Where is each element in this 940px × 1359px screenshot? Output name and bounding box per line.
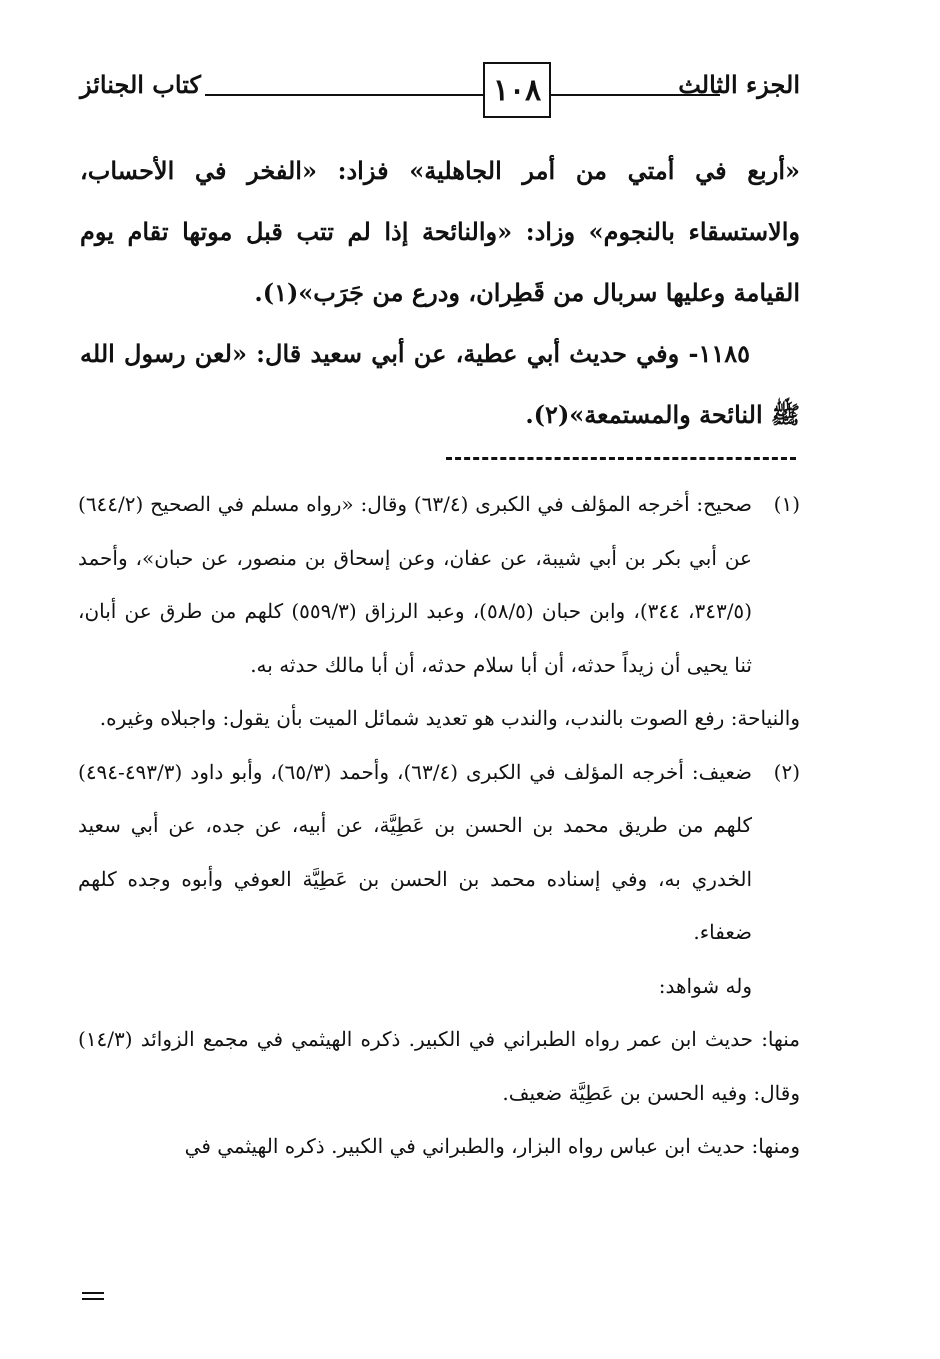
footnote-1-definition: والنياحة: رفع الصوت بالندب، والندب هو تعديد شمائل الميت بأن يقول: واجبلاه وغيره. — [99, 706, 800, 730]
footnote-2-number: (٢) — [773, 759, 800, 784]
book-title: كتاب الجنائز — [80, 70, 201, 99]
page-number-box — [483, 62, 551, 118]
footnote-1 — [78, 478, 800, 692]
main-paragraph: «أربع في أمتي من أمر الجاهلية» فزاد: «الفخر في الأحساب، والاستسقاء بالنجوم» وزاد: «والنائحة إذا لم تتب قبل موتها تقام يوم القيامة وعليها سربال من قَطِران، ودرع من جَرَب»(١). — [80, 156, 800, 307]
footnotes — [78, 478, 800, 1174]
footnote-separator — [446, 457, 796, 460]
witness-1: منها: حديث ابن عمر رواه الطبراني في الكبير. ذكره الهيثمي في مجمع الزوائد (١٤/٣) وقال: وفيه الحسن بن عَطِيَّة ضعيف. — [78, 1027, 800, 1105]
continuation-mark — [82, 1292, 104, 1300]
page-number: ١٠٨ — [492, 72, 542, 108]
footnote-1-number: (١) — [773, 492, 800, 516]
footnote-1-text: صحيح: أخرجه المؤلف في الكبرى (٦٣/٤) وقال: «رواه مسلم في الصحيح (٦٤٤/٢) عن أبي بكر بن أبي شيبة، عن عفان، وعن إسحاق بن منصور، عن حبان»، وأحمد (٣٤٣/٥، ٣٤٤)، وابن حبان (٥٨/٥)، وعبد الرزاق (٥٥٩/٣) كلهم من طرق عن أبان، ثنا يحيى أن زيداً حدثه، أن أبا سلام حدثه، أن أبا مالك حدثه به. — [78, 492, 752, 677]
witness-2: ومنها: حديث ابن عباس رواه البزار، والطبراني في الكبير. ذكره الهيثمي في — [184, 1134, 800, 1158]
hadith-paragraph: ١١٨٥- وفي حديث أبي عطية، عن أبي سعيد قال: «لعن رسول الله ﷺ النائحة والمستمعة»(٢). — [80, 339, 800, 429]
footnote-2-text: ضعيف: أخرجه المؤلف في الكبرى (٦٣/٤)، وأحمد (٦٥/٣)، وأبو داود (٤٩٣/٣-٤٩٤) كلهم من طريق محمد بن الحسن بن عَطِيَّة، عن أبيه، عن جده، عن أبي سعيد الخدري به، وفي إسناده محمد بن الحسن بن عَطِيَّة العوفي وأبوه وجده كلهم ضعفاء. — [78, 759, 752, 944]
page-header — [70, 62, 800, 122]
footnote-2 — [78, 746, 800, 960]
volume-title: الجزء الثالث — [678, 70, 800, 99]
witnesses-label: وله شواهد: — [658, 973, 752, 998]
header-rule-left — [205, 94, 485, 96]
main-text — [80, 140, 800, 445]
